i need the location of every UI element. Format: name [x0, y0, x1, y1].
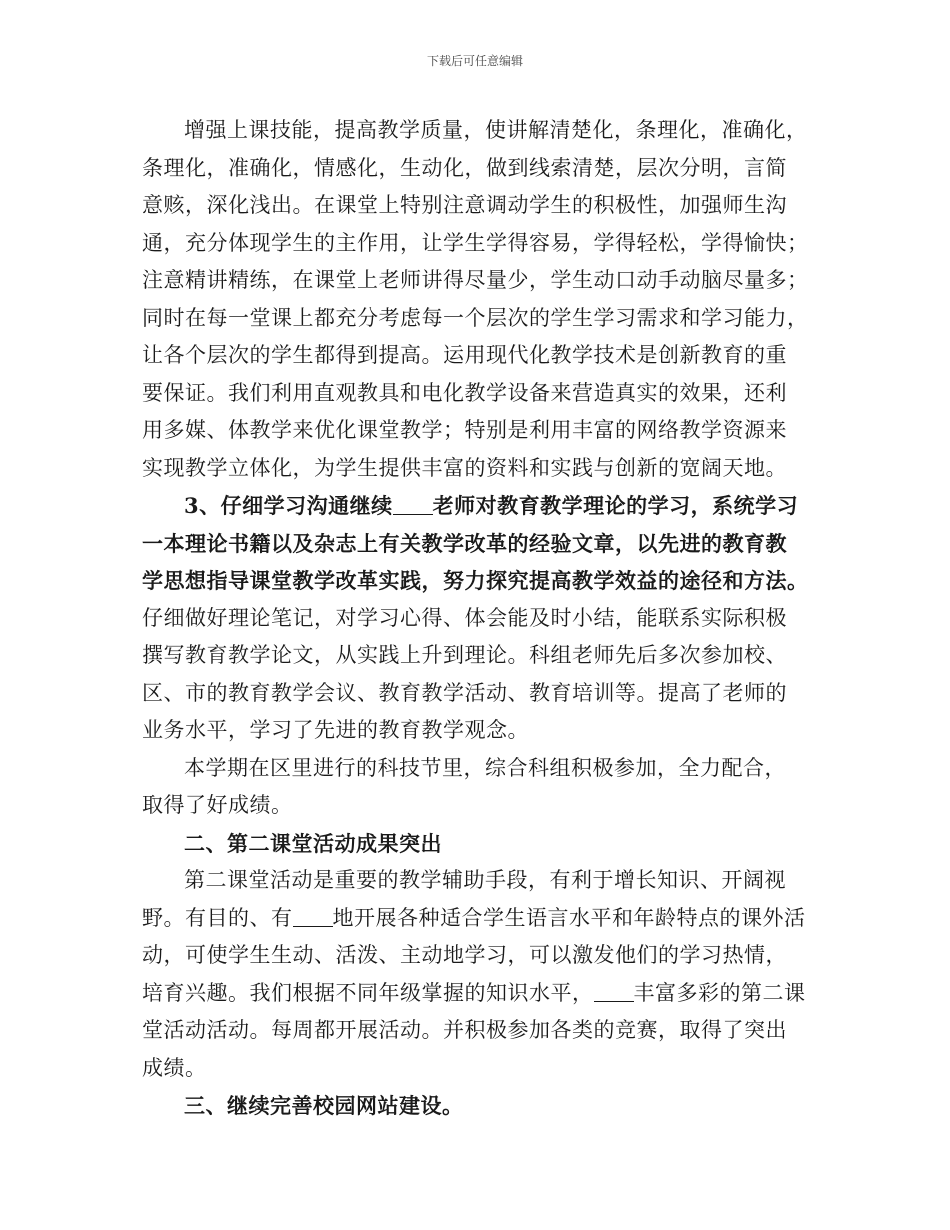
document-body: [142, 112, 812, 1125]
text-line: 业务水平，学习了先进的教育教学观念。: [142, 718, 529, 742]
text-line: 注意精讲精练，在课堂上老师讲得尽量少，学生动口动手动脑尽量多；: [142, 268, 809, 292]
text-line: 要保证。我们利用直观教具和电化教学设备来营造真实的效果，还利: [142, 380, 787, 405]
text-line: 通，充分体现学生的主作用，让学生学得容易，学得轻松，学得愉快；: [142, 230, 809, 255]
text-line: [142, 975, 812, 1013]
text-line: 让各个层次的学生都得到提高。运用现代化教学技术是创新教育的重: [142, 343, 787, 367]
text-line: 区、市的教育教学会议、教育教学活动、教育培训等。提高了老师的: [142, 680, 787, 705]
text-line: 实现教学立体化，为学生提供丰富的资料和实践与创新的宽阔天地。: [142, 455, 787, 480]
blank-underline: [393, 494, 433, 515]
text-line: 取得了好成绩。: [142, 793, 293, 817]
text-line: 撰写教育教学论文，从实践上升到理论。科组老师先后多次参加校、: [142, 643, 787, 667]
section-heading-3: 三、继续完善校园网站建设。: [184, 1093, 464, 1118]
text-segment: 丰富多彩的第二课: [633, 980, 806, 1005]
section3-lead: 3、仔细学习沟通继续: [184, 493, 393, 518]
page-header: 下载后可任意编辑: [426, 54, 523, 68]
text-line: 仔细做好理论笔记，对学习心得、体会能及时小结，能联系实际积极: [142, 605, 787, 630]
text-segment: 地开展各种适合学生语言水平和年龄特点的课外活: [332, 905, 806, 930]
text-segment: 培育兴趣。我们根据不同年级掌握的知识水平，: [142, 980, 594, 1005]
text-line: 同时在每一堂课上都充分考虑每一个层次的学生学习需求和学习能力，: [142, 305, 809, 330]
text-segment: 野。有目的、有: [142, 905, 293, 930]
text-line: 第二课堂活动是重要的教学辅助手段，有利于增长知识、开阔视: [184, 868, 786, 892]
section3-lead-rest: 老师对教育教学理论的学习，系统学习: [432, 493, 799, 518]
text-line: 成绩。: [142, 1055, 207, 1080]
section-heading-2: 二、第二课堂活动成果突出: [184, 830, 442, 856]
blank-underline: [293, 906, 333, 927]
text-line: 堂活动活动。每周都开展活动。并积极参加各类的竞赛，取得了突出: [142, 1018, 787, 1042]
section3-bold-line: 学思想指导课堂教学改革实践，努力探究提高教学效益的途径和方法。: [142, 568, 809, 593]
text-line: [142, 900, 812, 938]
text-line: 增强上课技能，提高教学质量，使讲解清楚化，条理化，准确化，: [184, 118, 808, 142]
text-line: 用多媒、体教学来优化课堂教学；特别是利用丰富的网络教学资源来: [142, 418, 787, 442]
text-line: 本学期在区里进行的科技节里，综合科组积极参加，全力配合，: [184, 755, 786, 780]
blank-underline: [594, 981, 634, 1002]
text-line: 条理化，准确化，情感化，生动化，做到线索清楚，层次分明，言简: [142, 155, 787, 180]
text-line: 动，可使学生生动、活泼、主动地学习，可以激发他们的学习热情，: [142, 943, 787, 967]
section3-bold-line: 一本理论书籍以及杂志上有关教学改革的经验文章，以先进的教育教: [142, 530, 787, 556]
section3-bold-line: [142, 487, 812, 525]
text-line: 意赅，深化浅出。在课堂上特别注意调动学生的积极性，加强师生沟: [142, 193, 787, 217]
